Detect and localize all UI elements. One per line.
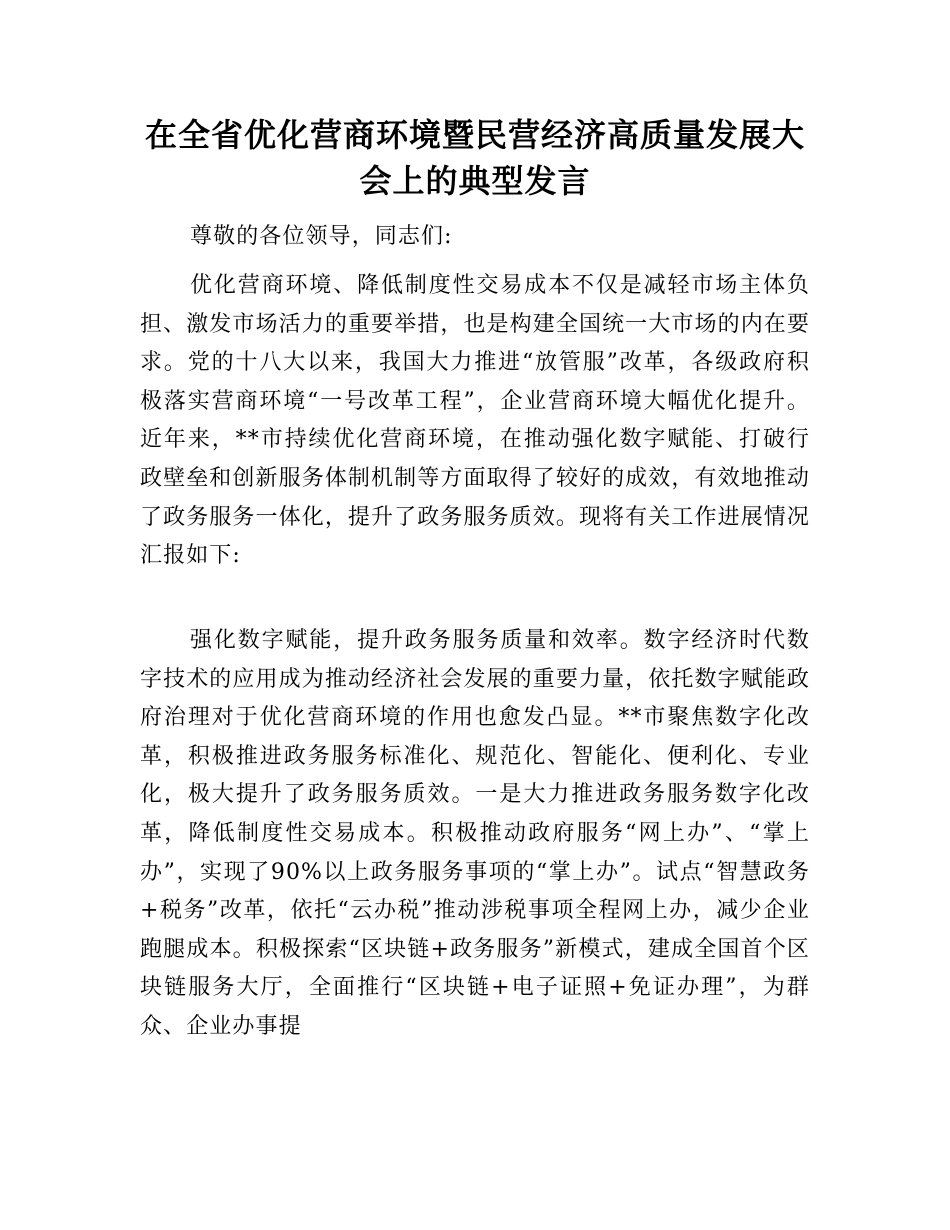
paragraph-intro: 优化营商环境、降低制度性交易成本不仅是减轻市场主体负担、激发市场活力的重要举措，也是构建全国统一大市场的内在要求。党的十八大以来，我国大力推进“放管服”改革，各级政府积极落实营商环境“一号改革工程”，企业营商环境大幅优化提升。近年来，**市持续优化营商环境，在推动强化数字赋能、打破行政壁垒和创新服务体制机制等方面取得了较好的成效，有效地推动了政务服务一体化，提升了政务服务质效。现将有关工作进展情况汇报如下: — [140, 273, 810, 569]
paragraph-digital-empowerment: 强化数字赋能，提升政务服务质量和效率。数字经济时代数字技术的应用成为推动经济社会发展的重要力量，依托数字赋能政府治理对于优化营商环境的作用也愈发凸显。**市聚焦数字化改革，积极推进政务服务标准化、规范化、智能化、便利化、专业化，极大提升了政务服务质效。一是大力推进政务服务数字化改革，降低制度性交易成本。积极推动政府服务“网上办”、“掌上办”，实现了90%以上政务服务事项的“掌上办”。试点“智慧政务+税务”改革，依托“云办税”推动涉税事项全程网上办，减少企业跑腿成本。积极探索“区块链+政务服务”新模式，建成全国首个区块链服务大厅，全面推行“区块链+电子证照+免证办理”，为群众、企业办事提 — [140, 628, 810, 1039]
document-title: 在全省优化营商环境暨民营经济高质量发展大会上的典型发言 — [144, 116, 805, 200]
greeting: 尊敬的各位领导，同志们: — [190, 224, 453, 249]
